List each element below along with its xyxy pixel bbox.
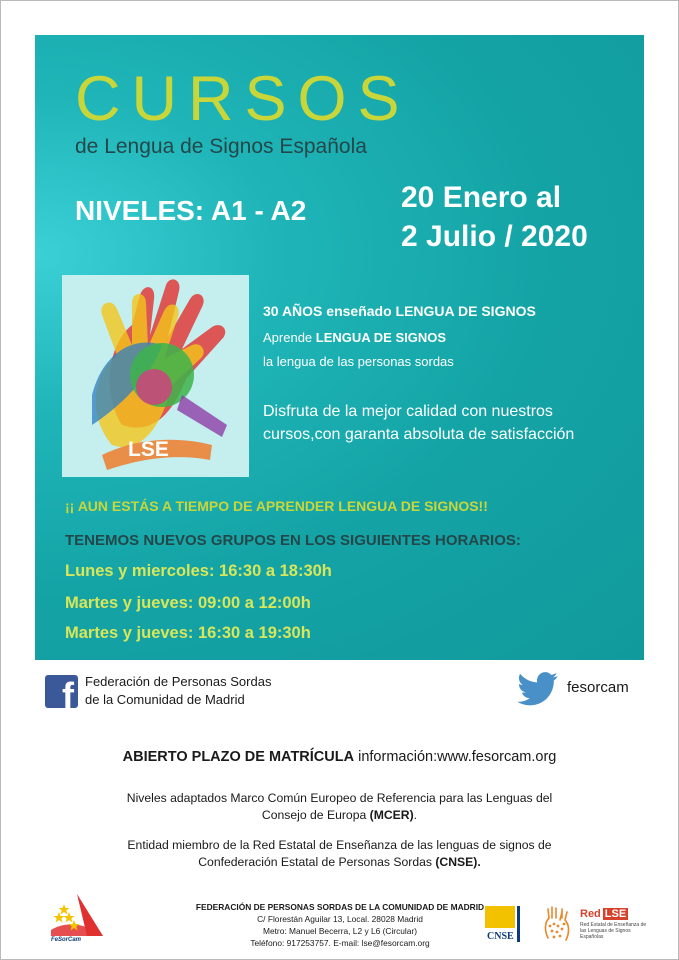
call-to-action: ¡¡ AUN ESTÁS A TIEMPO DE APRENDER LENGUA DE SIGNOS!! [65, 498, 488, 514]
new-groups-heading: TENEMOS NUEVOS GRUPOS EN LOS SIGUIENTES HORARIOS: [65, 532, 521, 549]
learn-sign-language-text: Aprende LENGUA DE SIGNOS [263, 330, 447, 345]
orange-hands-logo-icon [540, 904, 574, 944]
schedule-item: Martes y jueves: 09:00 a 12:00h [65, 594, 311, 612]
cnse-logo: CNSE [485, 906, 521, 944]
years-teaching-text: 30 AÑOS enseñado LENGUA DE SIGNOS [263, 303, 536, 319]
schedule-item: Martes y jueves: 16:30 a 19:30h [65, 624, 311, 642]
poster-subtitle: de Lengua de Signos Española [75, 135, 367, 158]
deaf-people-language-text: la lengua de las personas sordas [263, 354, 454, 369]
facebook-icon[interactable]: f [45, 675, 78, 708]
cnse-membership-text: Entidad miembro de la Red Estatal de Enseñanza de las lenguas de signos de Confederación Estatal de Personas Sordas (CNSE). [127, 838, 552, 869]
fesorcam-logo-text: FeSorCam [51, 937, 82, 942]
quality-promise-text: Disfruta de la mejor calidad con nuestros cursos,con garanta absoluta de satisfacción [263, 403, 575, 443]
schedule-item: Lunes y miercoles: 16:30 a 18:30h [65, 562, 332, 580]
twitter-icon[interactable] [517, 672, 559, 706]
twitter-handle[interactable]: fesorcam [567, 679, 629, 696]
red-lse-logo: Red LSE Red Estatal de Enseñanza de las Lenguas de Signos Españolas [580, 908, 647, 940]
date-line-2: 2 Julio / 2020 [401, 220, 588, 253]
course-dates [401, 178, 588, 256]
poster-title: CURSOS [75, 64, 411, 134]
facebook-page-name[interactable]: Federación de Personas Sordas de la Comunidad de Madrid [85, 674, 272, 707]
lse-hands-logo [62, 275, 249, 477]
enrollment-open-text: ABIERTO PLAZO DE MATRÍCULA información:www.fesorcam.org [122, 749, 557, 765]
course-poster [35, 35, 644, 660]
levels-heading: NIVELES: A1 - A2 [75, 195, 307, 226]
mcer-levels-text: Niveles adaptados Marco Común Europeo de Referencia para las Lenguas del Consejo de Europa (MCER). [126, 791, 553, 822]
date-line-1: 20 Enero al [401, 181, 562, 214]
fesorcam-logo [47, 890, 107, 942]
footer-contact: FEDERACIÓN DE PERSONAS SORDAS DE LA COMUNIDAD DE MADRID C/ Florestán Aguilar 13, Local. 28028 Madrid Metro: Manuel Becerra, L2 y L6 (Circular) Teléfono: 917253757. E-mail: lse@fesorcam.org [195, 902, 485, 948]
lse-logo-label: LSE [128, 438, 169, 461]
